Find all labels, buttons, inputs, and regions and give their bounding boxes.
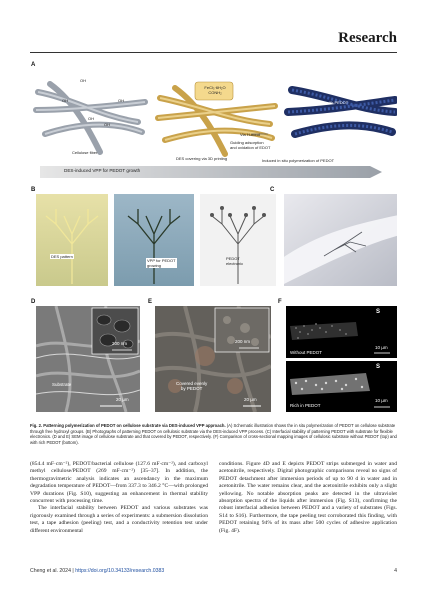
header-rule (30, 52, 397, 53)
panel-d-scale: 20 µm (116, 397, 129, 402)
caption-body: (A) Schematic illustration shows the in situ polymerization of PEDOT on cellulose substrate through free hydroxyl groups. (B) Photographs of patterning PEDOT on cellulosic substrate via the DES-induced VPP process. (C) Interfacial stability of patterning PEDOT with substrate for flexible electronics. (D and E) SEM image of cellulose substrate and that covered by PEDOT, respectively. (F) Comparison of cross-sectional mapping images of cellulosic substrate without PEDOT (top) and with rich PEDOT (bottom). (30, 423, 397, 445)
cap-covered-pedot: Covered with PEDOT (310, 100, 349, 105)
panel-d-inset-scale: 200 nm (112, 341, 128, 346)
cap-induced: Induced in situ polymerization of PEDOT (262, 158, 335, 163)
panel-b-photos (36, 194, 276, 286)
figure-caption (30, 423, 397, 445)
body-paragraph: conditions. Figure 4D and E depicts PEDOT strips submerged in water and acetonitrile, respectively. Digital photographic comparisons reveal no signs of PEDOT detachment after immersion periods of up to 90 d in water and in acetonitrile. The water remains clear, and the acetonitrile exhibits only a slight yellowing. No notable absorption peaks are detected in the ultraviolet absorption spectra of the liquids after immersion (Fig. S13), confirming the robust interfacial adhesion between PEDOT and a variety of substrates (Figs. S14 to S16). Furthermore, the tape peeling test corroborated this finding, with PEDOT retaining 94% of its mass after 500 cycles of adhesive application (Fig. 4F). (219, 461, 397, 534)
arrow-text: DES-induced VPP for PEDOT growth (64, 168, 141, 173)
reagent-box-text: FeCl₃·6H₂O CONH₂ (204, 85, 226, 95)
panel-f-bottom-scale: 10 µm (375, 398, 388, 403)
body-column-left (30, 461, 208, 535)
doi-link[interactable]: https://doi.org/10.34133/research.0383 (75, 568, 165, 574)
cap-guide-adsorption: Guiding adsorption and oxidation of EDOT (230, 140, 271, 150)
oh-label-4: OH (88, 116, 94, 121)
oh-label-5: OH (104, 122, 110, 127)
panel-d-label: D (31, 299, 36, 305)
panel-f-top-scale: 10 µm (375, 345, 388, 350)
panel-f-bottom-caption: Rich in PEDOT (290, 403, 321, 408)
footer-citation-text: Cheng et al. 2024 | (30, 568, 76, 574)
body-column-right (219, 461, 397, 535)
panel-f-bottom-element: S (376, 364, 381, 370)
panel-e-label: E (148, 299, 153, 305)
panel-e-caption: Covered evenly by PEDOT (176, 381, 208, 391)
caption-lead: Fig. 2. (30, 423, 43, 428)
cap-vpp-growing: VPP for PEDOT growing (147, 258, 176, 268)
panel-f-label: F (278, 299, 282, 305)
panel-f-top-element: S (376, 309, 381, 315)
oh-label-3: OH (118, 98, 124, 103)
oh-label-1: OH (80, 78, 86, 83)
caption-title: Patterning polymerization of PEDOT on cellulose substrate via DES-induced VPP approach. (42, 423, 226, 428)
panel-e-inset-scale: 200 nm (235, 339, 251, 344)
body-paragraph: The interfacial stability between PEDOT and various substrates was rigorously examined through a series of experiments: a submersion dissolution test, a tape adhesion (peeling) test, and a conductivity retention test under different environmental (30, 505, 208, 534)
cap-des-pattern: DES pattern (51, 254, 73, 259)
cap-des-covering: DES covering via 3D printing (176, 156, 228, 161)
panel-b-label: B (31, 187, 36, 193)
panel-a-label: A (31, 62, 36, 68)
panel-f-top-caption: Without PEDOT (290, 350, 323, 355)
panel-e-scale: 20 µm (244, 397, 257, 402)
page-number: 4 (394, 568, 397, 574)
panel-c-label: C (270, 187, 275, 193)
oh-label-2: OH (62, 98, 68, 103)
body-paragraph: (854.4 mF·cm⁻²), PEDOT/bacterial cellulose (127.6 mF·cm⁻²), and carboxyl methyl cellulose/PEDOT (269 mF·cm⁻²) [35–37]. In addition, the thermogravimetric analysis indicates an ascendancy in the maximum degradation temperature of PEDOT—from 337.3 to 346.2 °C—with prolonged VPP durations (Fig. S10), suggesting an enhancement in thermal stability concurrent with processing time. (30, 461, 208, 505)
footer-citation (30, 568, 164, 574)
panel-d-caption: Substrate (52, 382, 72, 387)
panel-c-photo (284, 194, 397, 286)
cap-cellulose-fiber: Cellulose fiber (72, 150, 98, 155)
journal-title: Research (338, 30, 397, 46)
cap-pedot-electronic: PEDOT electronic (226, 256, 244, 266)
cap-hbond: Via H-bond (240, 132, 260, 137)
